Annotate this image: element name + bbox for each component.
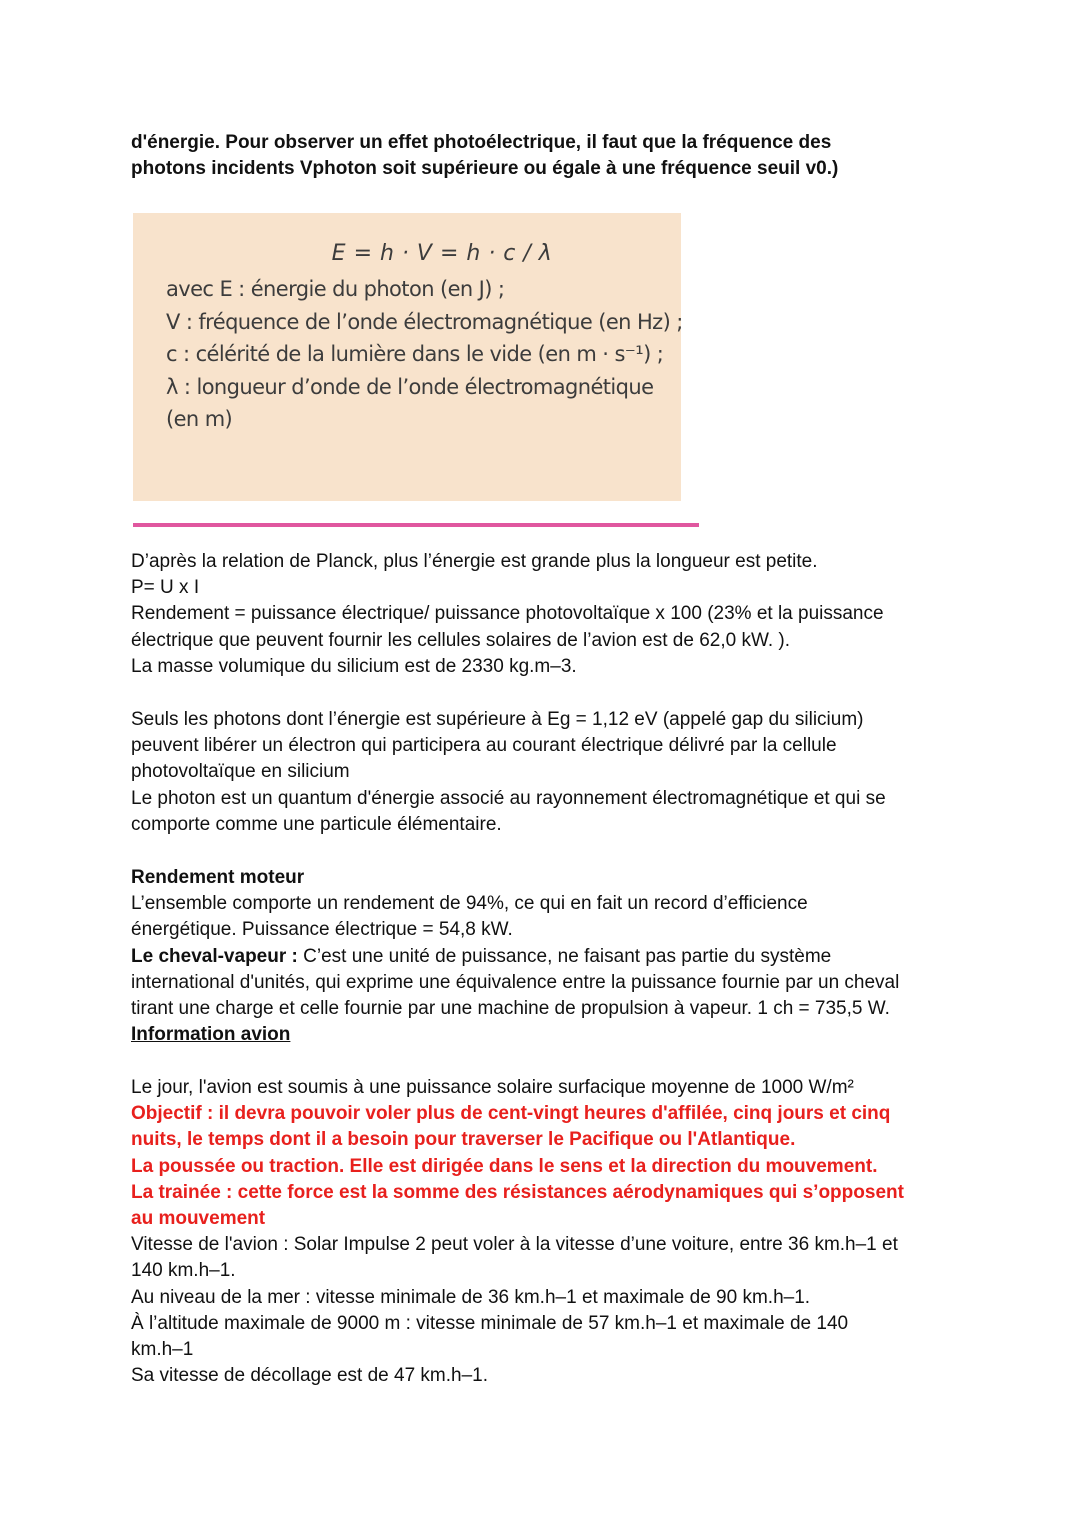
text-line: À l’altitude maximale de 9000 m : vitesse minimale de 57 km.h–1 et maximale de 140 xyxy=(131,1312,849,1334)
objectif-line: nuits, le temps dont il a besoin pour traverser le Pacifique ou l'Atlantique. xyxy=(131,1129,796,1151)
text-line: d'énergie. Pour observer un effet photoélectrique, il faut que la fréquence des xyxy=(131,132,832,153)
cheval-vapeur-definition: C’est une unité de puissance, ne faisant pas partie du système xyxy=(297,945,832,967)
text-line: énergétique. Puissance électrique = 54,8 kW. xyxy=(131,919,513,941)
text-line: Seuls les photons dont l’énergie est supérieure à Eg = 1,12 eV (appelé gap du silicium) xyxy=(131,709,864,730)
text-line: P= U x I xyxy=(131,577,200,599)
text-line: 140 km.h–1. xyxy=(131,1260,236,1282)
text-line: La masse volumique du silicium est de 2330 kg.m–3. xyxy=(131,655,577,677)
text-line: électrique que peuvent fournir les cellules solaires de l’avion est de 62,0 kW. ). xyxy=(131,629,791,651)
planck-equation: E = h · V = h · c / λ xyxy=(331,241,553,266)
text-line: D’après la relation de Planck, plus l’énergie est grande plus la longueur est petite. xyxy=(131,551,818,572)
trainee-line: au mouvement xyxy=(131,1208,266,1230)
text-line: photons incidents Vphoton soit supérieure ou égale à une fréquence seuil v0.) xyxy=(131,158,839,180)
text-line: peuvent libérer un électron qui participera au courant électrique délivré par la cellule xyxy=(131,735,837,757)
text-line: tirant une charge et celle fournie par une machine de propulsion à vapeur. 1 ch = 735,5 W. xyxy=(131,998,890,1020)
text-line: Rendement = puissance électrique/ puissance photovoltaïque x 100 (23% et la puissance xyxy=(131,603,884,625)
text-line: international d'unités, qui exprime une équivalence entre la puissance fournie par un cheval xyxy=(131,971,900,993)
trainee-line: La trainée : cette force est la somme des résistances aérodynamiques qui s’opposent xyxy=(131,1181,904,1203)
poussee-line: La poussée ou traction. Elle est dirigée dans le sens et la direction du mouvement. xyxy=(131,1155,878,1177)
planck-formula-box xyxy=(133,213,681,501)
information-avion-heading: Information avion xyxy=(131,1024,291,1046)
text-line: Au niveau de la mer : vitesse minimale de 36 km.h–1 et maximale de 90 km.h–1. xyxy=(131,1286,811,1308)
objectif-line: Objectif : il devra pouvoir voler plus de cent-vingt heures d'affilée, cinq jours et cinq xyxy=(131,1103,891,1125)
formula-line: c : célérité de la lumière dans le vide (en m · s⁻¹) ; xyxy=(166,342,664,367)
photon-paragraph xyxy=(131,707,961,838)
text-line: Vitesse de l'avion : Solar Impulse 2 peut voler à la vitesse d’une voiture, entre 36 km.h–1 et xyxy=(131,1234,898,1256)
text-line: Sa vitesse de décollage est de 47 km.h–1. xyxy=(131,1365,489,1387)
text-line: km.h–1 xyxy=(131,1339,194,1361)
formula-line: avec E : énergie du photon (en J) ; xyxy=(166,277,505,301)
formula-line: (en m) xyxy=(166,407,233,432)
section-heading: Rendement moteur xyxy=(131,867,305,888)
text-line: photovoltaïque en silicium xyxy=(131,761,350,783)
text-line: L’ensemble comporte un rendement de 94%, ce qui en fait un record d’efficience xyxy=(131,893,808,915)
formula-line: λ : longueur d’onde de l’onde électromagnétique xyxy=(166,374,654,399)
formula-line: V : fréquence de l’onde électromagnétique (en Hz) ; xyxy=(166,309,683,334)
rendement-moteur-section xyxy=(131,865,961,1048)
avion-section xyxy=(131,1075,961,1389)
intro-paragraph xyxy=(131,130,961,182)
text-line: Le jour, l'avion est soumis à une puissance solaire surfacique moyenne de 1000 W/m² xyxy=(131,1077,854,1098)
text-line: Le photon est un quantum d'énergie associé au rayonnement électromagnétique et qui se xyxy=(131,787,886,809)
text-line: comporte comme une particule élémentaire. xyxy=(131,813,502,835)
divider-rule xyxy=(133,523,699,527)
cheval-vapeur-term: Le cheval-vapeur : xyxy=(131,945,298,967)
cheval-vapeur-line xyxy=(131,944,961,970)
formula-legend xyxy=(166,273,683,436)
planck-paragraph xyxy=(131,549,961,680)
